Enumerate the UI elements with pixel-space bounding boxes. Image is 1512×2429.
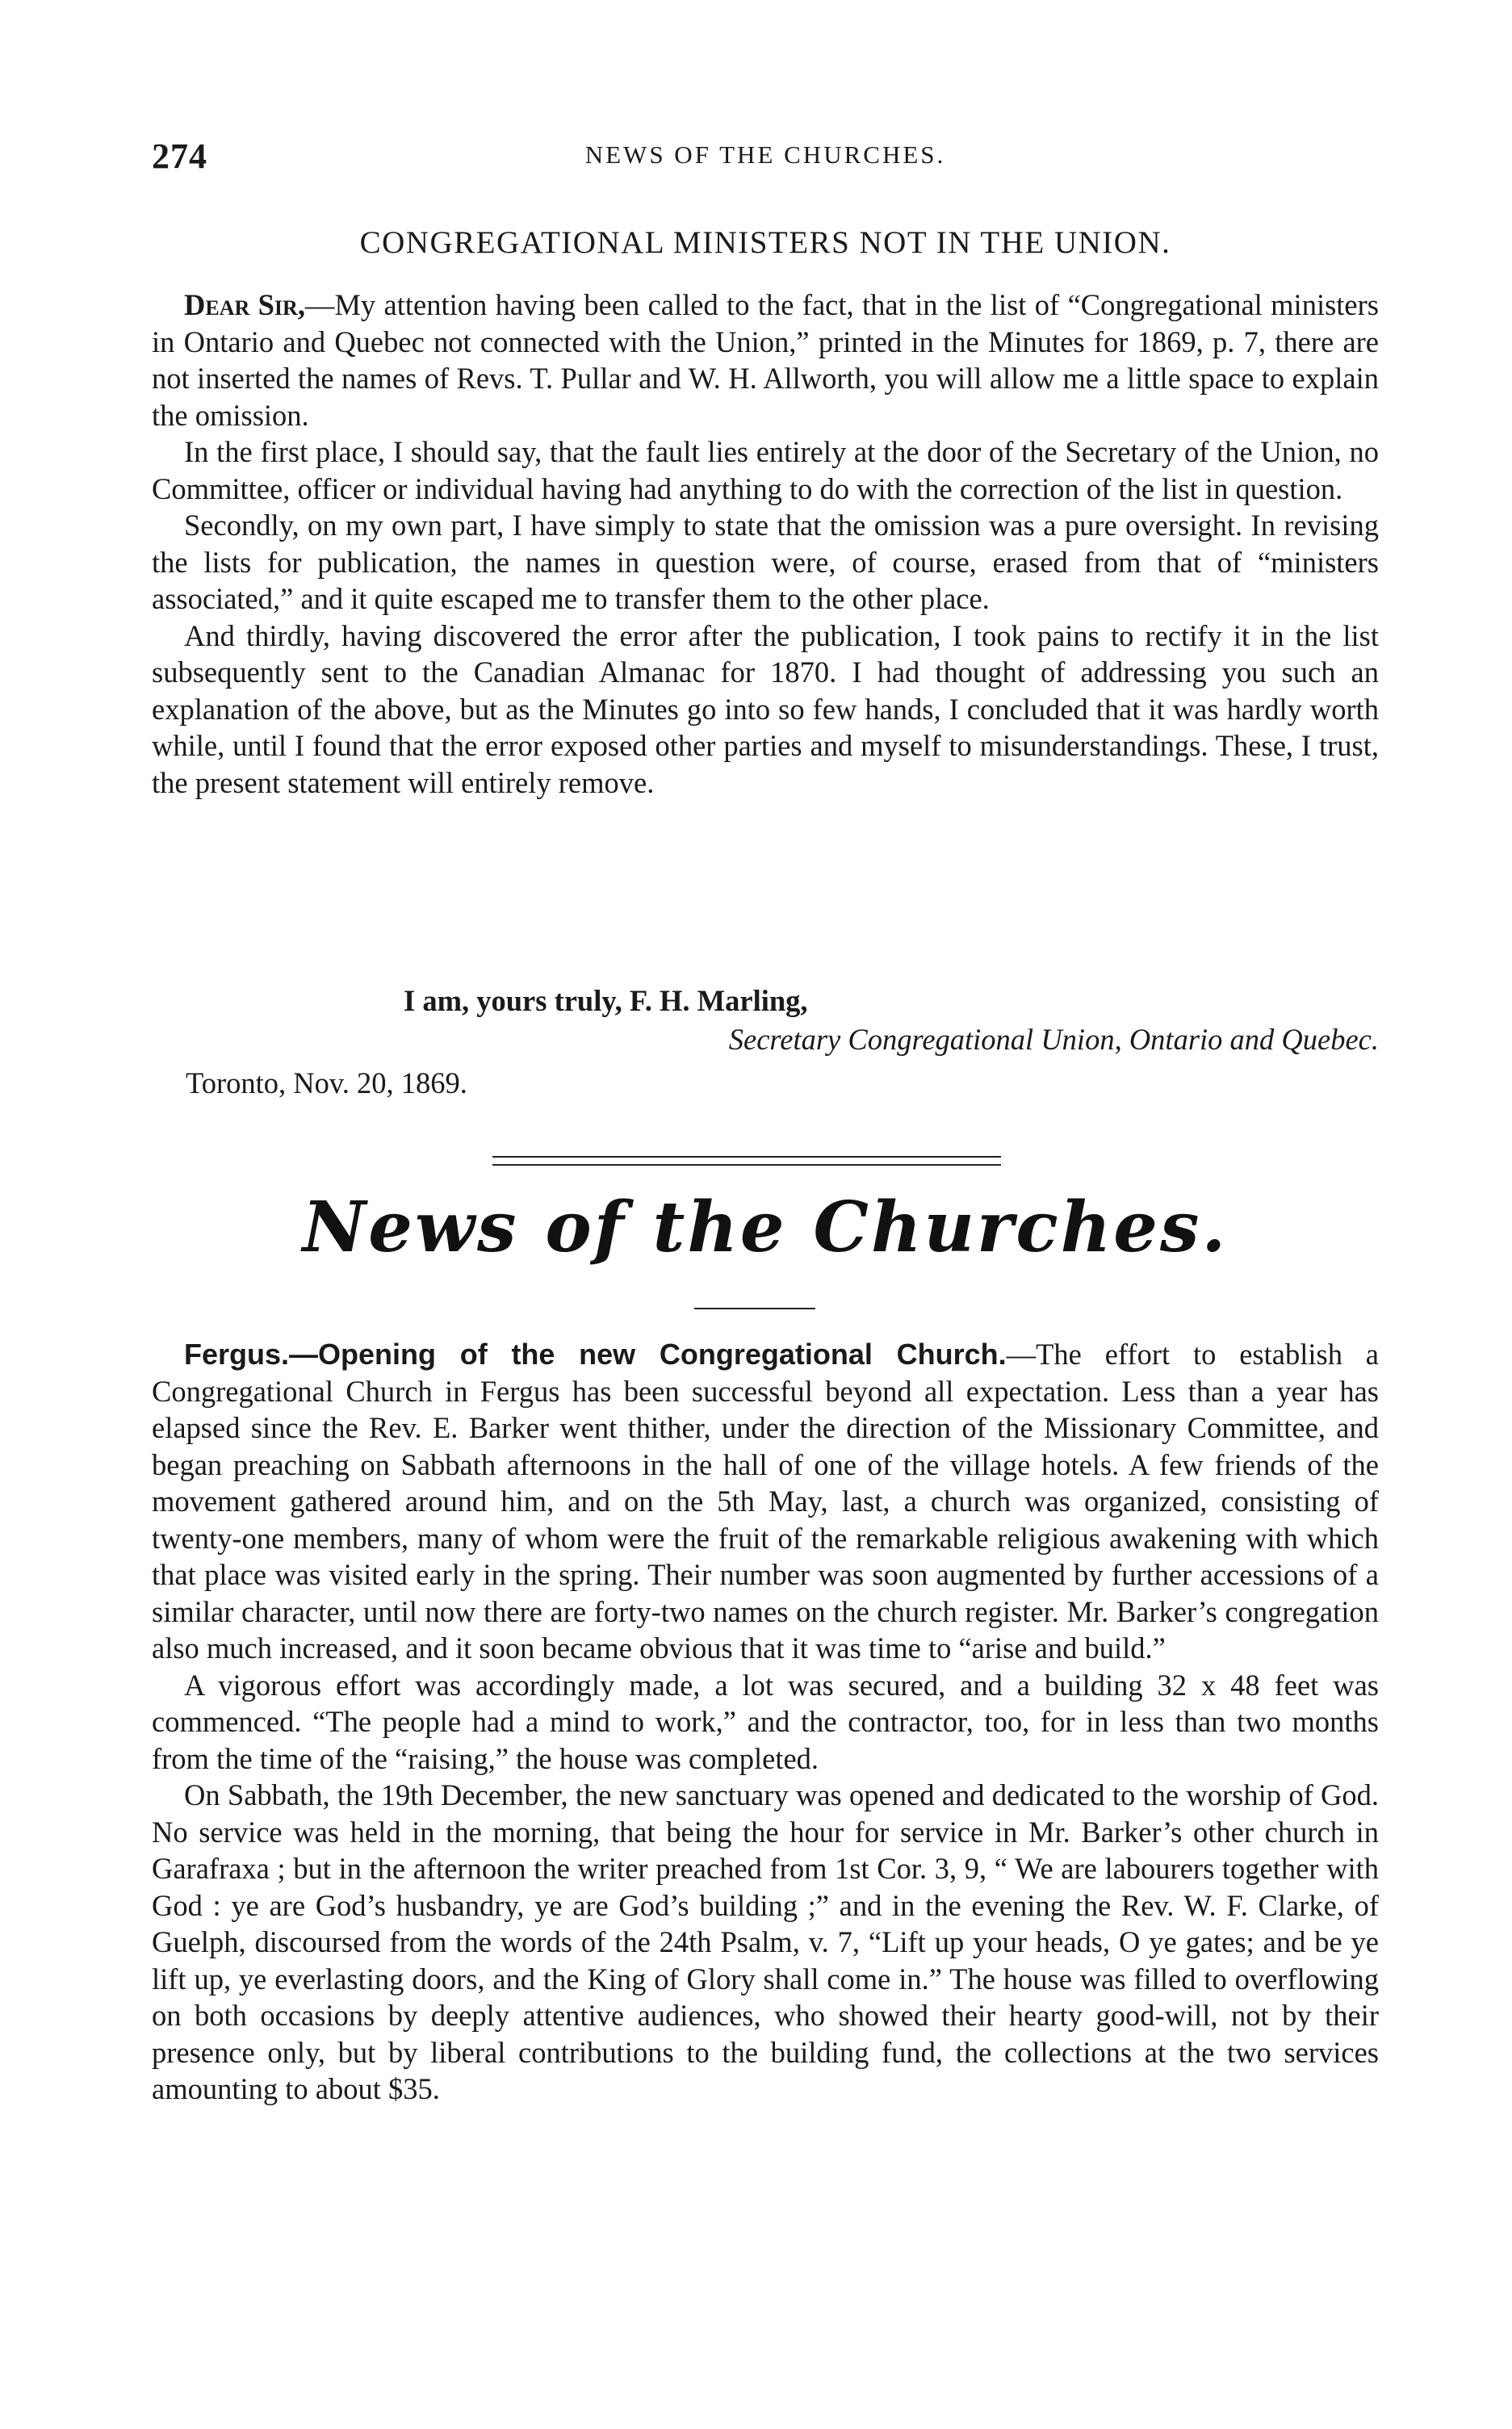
short-rule-divider (694, 1308, 815, 1309)
letter-title: CONGREGATIONAL MINISTERS NOT IN THE UNION. (359, 225, 1171, 260)
section-heading: News of the Churches. (302, 1187, 1229, 1268)
letter-paragraph: Secondly, on my own part, I have simply to state that the omission was a pure oversight. In revising the lists for publication, the names in question were, of course, erased from that of “ministers associated,” and it quite escaped me to transfer them to the other place. (152, 509, 1379, 615)
letter-body (152, 287, 1379, 801)
news-paragraph-text: —The effort to establish a Congregational Church in Fergus has been successful beyond all expectation. Less than a year has elapsed since the Rev. E. Barker went thither, under the direction of the Missionary Committee, and began preaching on Sabbath afternoons in the hall of one of the village hotels. A few friends of the movement gathered around him, and on the 5th May, last, a church was organized, consisting of twenty-one members, many of whom were the fruit of the remarkable religious awakening with which that place was visited early in the spring. Their number was soon augmented by further accessions of a similar character, until now there are forty-two names on the church register. Mr. Barker’s congregation also much increased, and it soon became obvious that it was time to “arise and build.” (152, 1338, 1379, 1665)
double-rule-divider (492, 1156, 1001, 1166)
news-paragraph (152, 1336, 1379, 1667)
running-head: NEWS OF THE CHURCHES. (584, 140, 946, 169)
news-paragraph: On Sabbath, the 19th December, the new sanctuary was opened and dedicated to the worship of God. No service was held in the morning, that being the hour for service in Mr. Barker’s other church in Garafraxa ; but in the afternoon the writer preached from 1st Cor. 3, 9, “ We are labourers together with God : ye are God’s husbandry, ye are God’s building ;” and in the evening the Rev. W. F. Clarke, of Guelph, discoursed from the words of the 24th Psalm, v. 7, “Lift up your heads, O ye gates; and be ye lift up, ye everlasting doors, and the King of Glory shall come in.” The house was filled to overflowing on both occasions by deeply attentive audiences, who showed their hearty good-will, not by their presence only, but by liberal contributions to the building fund, the collections at the two services amounting to about $35. (152, 1778, 1379, 2105)
letter-paragraph: And thirdly, having discovered the error after the publication, I took pains to rectify it in the list subsequently sent to the Canadian Almanac for 1870. I had thought of addressing you such an explanation of the above, but as the Minutes go into so few hands, I concluded that it was hardly worth while, until I found that the error exposed other parties and myself to misunderstandings. These, I trust, the present statement will entirely remove. (152, 618, 1379, 799)
letter-paragraph: In the first place, I should say, that the fault lies entirely at the door of the Secretary of the Union, no Committee, officer or individual having had anything to do with the correction of the list in question. (152, 435, 1379, 505)
letter-paragraph-text: —My attention having been called to the fact, that in the list of “Congregational ministers in Ontario and Quebec not connected with the Union,” printed in the Minutes for 1869, p. 7, there are not inserted the names of Revs. T. Pullar and W. H. Allworth, you will allow me a little space to explain the omission. (152, 288, 1379, 432)
letter-closing: I am, yours truly, F. H. Marling, (404, 984, 808, 1017)
news-paragraph: A vigorous effort was accordingly made, a lot was secured, and a building 32 x 48 feet was commenced. “The people had a mind to work,” and the contractor, too, for in less than two months from the time of the “raising,” the house was completed. (152, 1668, 1379, 1775)
salutation: Dear Sir, (184, 288, 305, 321)
page-header (152, 136, 1379, 176)
news-lead: Fergus.—Opening of the new Congregational Church. (184, 1338, 1007, 1371)
dateline: Toronto, Nov. 20, 1869. (186, 1066, 467, 1099)
letter-paragraph (152, 287, 1379, 433)
page-number: 274 (152, 136, 207, 176)
news-body (152, 1336, 1379, 2108)
signature-title: Secretary Congregational Union, Ontario and Quebec. (728, 1023, 1379, 1056)
